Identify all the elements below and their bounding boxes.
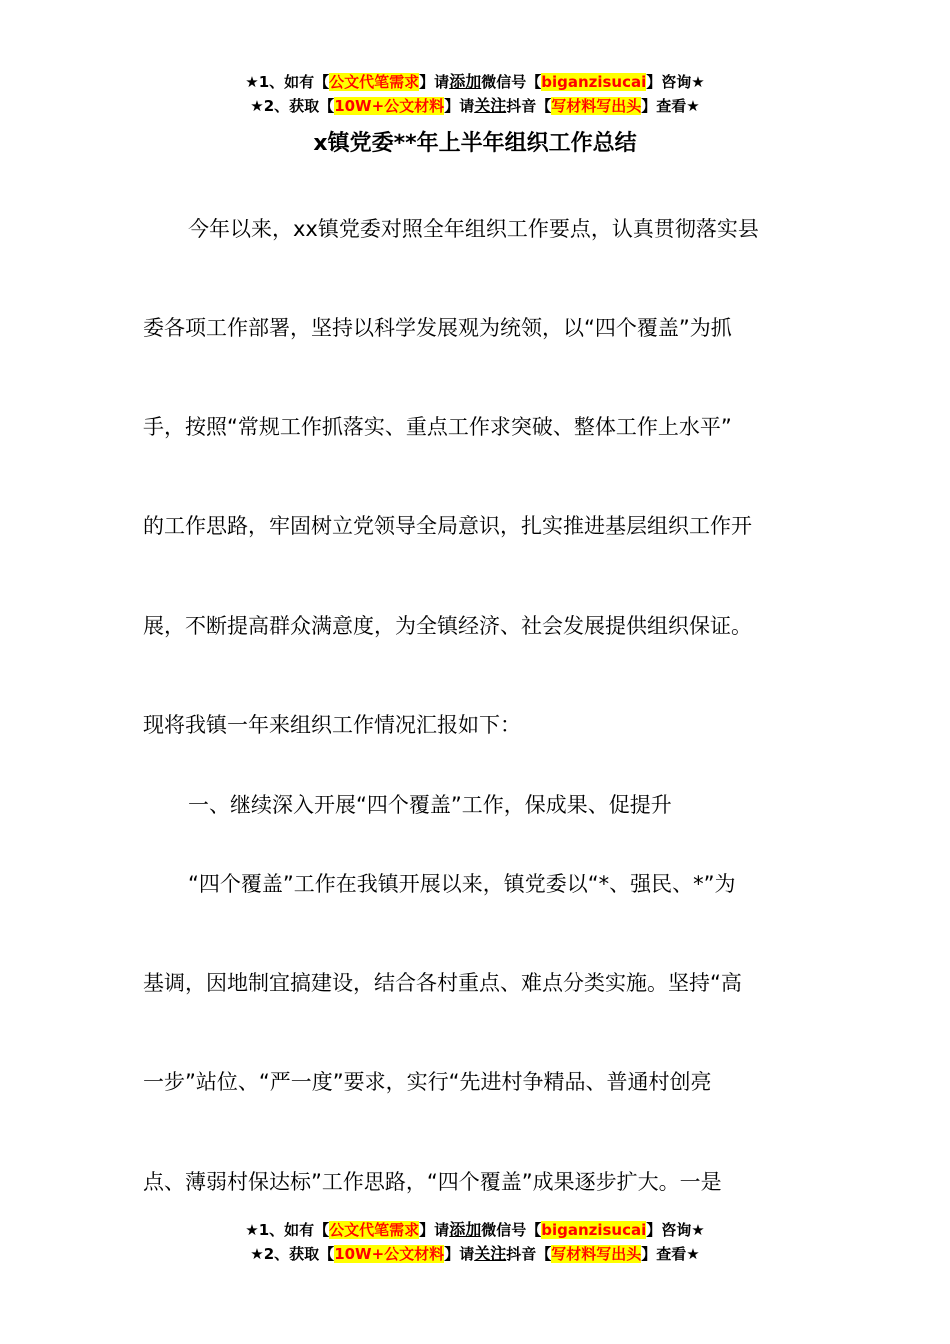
body-line: 基调，因地制宜搞建设，结合各村重点、难点分类实施。坚持“高 <box>143 971 742 995</box>
body-line: 手，按照“常规工作抓落实、重点工作求突破、整体工作上水平” <box>143 415 732 439</box>
body-line: 一步”站位、“严一度”要求，实行“先进村争精品、普通村创亮 <box>143 1070 712 1094</box>
ad-text: 】请 <box>444 97 475 115</box>
ad-text: 微信号【 <box>481 1221 542 1239</box>
ad-text: ★2、获取【 <box>250 97 335 115</box>
ad-douyin-id: 写材料写出头 <box>551 1245 642 1263</box>
header-ad-line-1 <box>0 70 950 94</box>
body-line: 展，不断提高群众满意度，为全镇经济、社会发展提供组织保证。 <box>143 614 752 638</box>
section-heading: 一、继续深入开展“四个覆盖”工作，保成果、促提升 <box>188 793 672 817</box>
ad-text: 】请 <box>444 1245 475 1263</box>
body-line: 委各项工作部署，坚持以科学发展观为统领，以“四个覆盖”为抓 <box>143 316 732 340</box>
ad-text: 】咨询★ <box>646 73 705 91</box>
ad-text: 】请 <box>419 1221 450 1239</box>
ad-text: ★2、获取【 <box>250 1245 335 1263</box>
ad-wechat-id: biganzisucai <box>541 73 647 91</box>
ad-emphasis: 关注 <box>474 1244 507 1263</box>
ad-highlight: 公文代笔需求 <box>329 73 420 91</box>
ad-text: 】咨询★ <box>646 1221 705 1239</box>
ad-emphasis: 添加 <box>449 1220 482 1239</box>
ad-highlight: 10W+公文材料 <box>334 97 445 115</box>
body-line: “四个覆盖”工作在我镇开展以来，镇党委以“*、强民、*”为 <box>188 872 736 896</box>
ad-text: 微信号【 <box>481 73 542 91</box>
body-line: 的工作思路，牢固树立党领导全局意识，扎实推进基层组织工作开 <box>143 514 752 538</box>
ad-emphasis: 添加 <box>449 72 482 91</box>
footer-ad-line-2 <box>0 1242 950 1266</box>
body-line: 今年以来，xx镇党委对照全年组织工作要点，认真贯彻落实县 <box>188 217 759 241</box>
header-ad-line-2 <box>0 94 950 118</box>
body-line: 现将我镇一年来组织工作情况汇报如下： <box>143 713 521 737</box>
ad-text: 抖音【 <box>506 97 552 115</box>
ad-text: ★1、如有【 <box>245 1221 330 1239</box>
footer-ad-line-1 <box>0 1218 950 1242</box>
ad-wechat-id: biganzisucai <box>541 1221 647 1239</box>
ad-text: 】请 <box>419 73 450 91</box>
body-line: 点、薄弱村保达标”工作思路，“四个覆盖”成果逐步扩大。一是 <box>143 1170 722 1194</box>
ad-emphasis: 关注 <box>474 96 507 115</box>
ad-text: ★1、如有【 <box>245 73 330 91</box>
ad-highlight: 10W+公文材料 <box>334 1245 445 1263</box>
ad-text: 】查看★ <box>641 97 700 115</box>
ad-text: 】查看★ <box>641 1245 700 1263</box>
ad-highlight: 公文代笔需求 <box>329 1221 420 1239</box>
document-title: x镇党委**年上半年组织工作总结 <box>313 131 637 156</box>
ad-text: 抖音【 <box>506 1245 552 1263</box>
ad-douyin-id: 写材料写出头 <box>551 97 642 115</box>
